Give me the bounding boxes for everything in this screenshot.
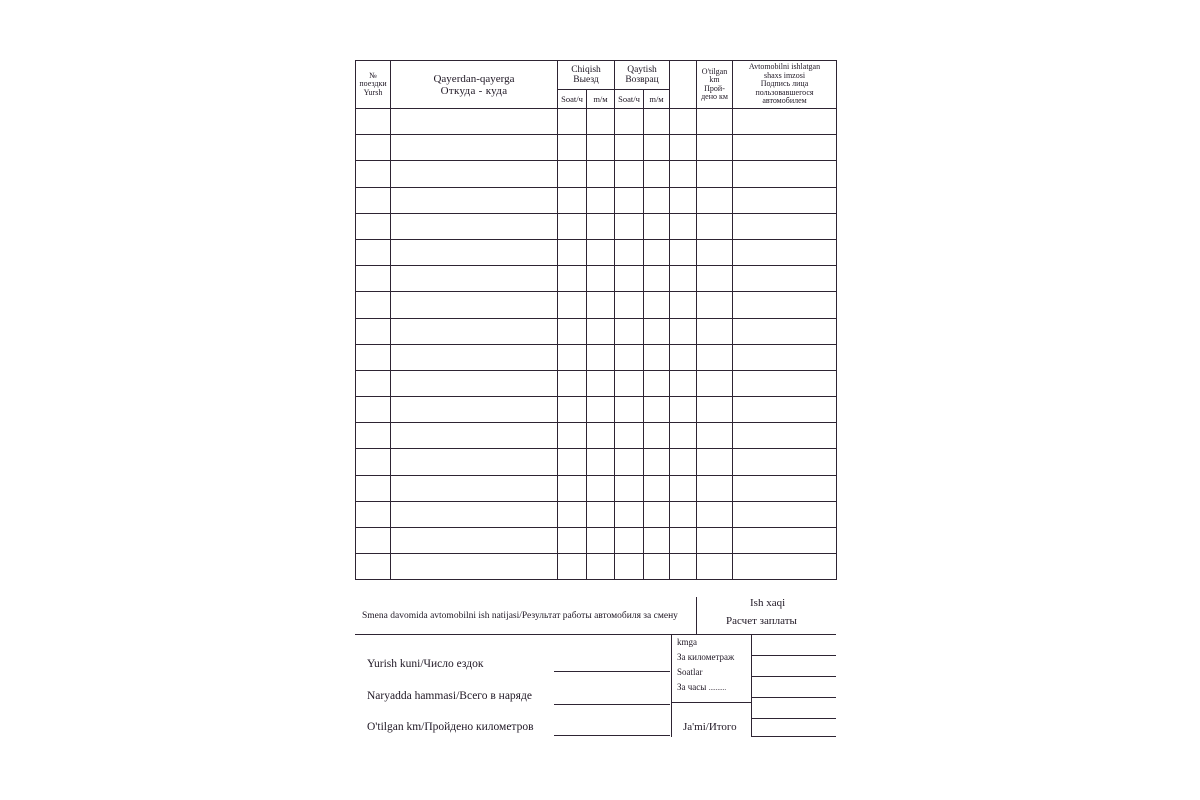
trip-log-cell[interactable] [644,239,670,265]
trip-log-cell[interactable] [558,423,587,449]
trip-log-row [356,370,837,396]
trip-log-cell[interactable] [644,109,670,135]
trip-log-cell[interactable] [644,213,670,239]
waybill-form [355,60,836,740]
trip-log-cell[interactable] [670,501,697,527]
trip-log-cell[interactable] [558,239,587,265]
departure-hour-header: Soat/ч [558,90,587,109]
trip-log-cell[interactable] [356,318,391,344]
trip-log-cell[interactable] [644,528,670,554]
trip-log-cell[interactable] [356,292,391,318]
trip-log-cell[interactable] [615,135,644,161]
trip-log-cell[interactable] [558,501,587,527]
trip-log-cell[interactable] [356,161,391,187]
trip-log-cell[interactable] [670,292,697,318]
trip-log-cell[interactable] [697,266,733,292]
trip-log-cell[interactable] [615,528,644,554]
trip-log-cell[interactable] [670,187,697,213]
trip-log-row [356,423,837,449]
trip-log-cell[interactable] [391,109,558,135]
trip-log-cell[interactable] [587,187,615,213]
trip-log-cell[interactable] [558,292,587,318]
trip-log-cell[interactable] [670,344,697,370]
trip-log-cell[interactable] [587,370,615,396]
trip-log-row [356,187,837,213]
trip-log-cell[interactable] [356,239,391,265]
trip-log-cell[interactable] [644,187,670,213]
trip-log-cell[interactable] [356,554,391,580]
trip-log-cell[interactable] [587,135,615,161]
trip-log-cell[interactable] [356,213,391,239]
trip-log-cell[interactable] [733,528,837,554]
trip-log-cell[interactable] [733,318,837,344]
return-header: Qaytish Возврац [615,61,670,90]
trip-log-cell[interactable] [391,213,558,239]
trip-log-cell[interactable] [558,318,587,344]
trip-log-cell[interactable] [615,344,644,370]
trip-log-cell[interactable] [670,161,697,187]
route-header: Qayerdan-qayerga Откуда - куда [391,61,558,109]
km-header: O'tilgan km Прой- дено км [697,61,733,109]
trip-log-cell[interactable] [391,397,558,423]
trip-log-cell[interactable] [697,423,733,449]
trip-log-cell[interactable] [697,292,733,318]
trip-log-cell[interactable] [644,370,670,396]
trip-log-cell[interactable] [697,397,733,423]
trip-log-row [356,135,837,161]
trip-log-cell[interactable] [587,501,615,527]
trip-log-cell[interactable] [615,266,644,292]
trip-log-cell[interactable] [733,554,837,580]
trip-log-cell[interactable] [587,266,615,292]
trip-log-cell[interactable] [587,528,615,554]
trip-log-cell[interactable] [391,501,558,527]
trip-log-cell[interactable] [733,344,837,370]
trip-log-cell[interactable] [391,475,558,501]
trip-log-cell[interactable] [391,239,558,265]
trip-log-cell[interactable] [670,475,697,501]
departure-header: Chiqish Выезд [558,61,615,90]
trip-log-row [356,344,837,370]
trip-log-cell[interactable] [391,370,558,396]
trip-log-cell[interactable] [558,135,587,161]
trip-log-cell[interactable] [670,370,697,396]
trip-log-cell[interactable] [356,528,391,554]
trip-log-cell[interactable] [733,109,837,135]
trip-log-cell[interactable] [391,528,558,554]
trip-log-cell[interactable] [391,344,558,370]
trip-log-row [356,266,837,292]
trip-log-cell[interactable] [356,423,391,449]
trip-log-cell[interactable] [391,292,558,318]
trip-log-cell[interactable] [356,266,391,292]
trip-log-cell[interactable] [615,109,644,135]
trip-log-cell[interactable] [587,423,615,449]
trip-log-cell[interactable] [697,161,733,187]
trip-log-row [356,239,837,265]
trip-log-cell[interactable] [644,501,670,527]
trip-log-cell[interactable] [615,213,644,239]
trip-log-cell[interactable] [733,161,837,187]
trip-log-cell[interactable] [697,501,733,527]
trip-log-cell[interactable] [558,449,587,475]
trip-log-cell[interactable] [644,161,670,187]
trip-log-cell[interactable] [615,187,644,213]
trip-log-cell[interactable] [733,397,837,423]
trip-log-cell[interactable] [587,213,615,239]
trip-log-cell[interactable] [644,318,670,344]
trip-log-row [356,292,837,318]
trip-log-row [356,213,837,239]
trip-log-cell[interactable] [670,397,697,423]
trip-log-cell[interactable] [670,528,697,554]
trip-log-cell[interactable] [391,187,558,213]
trip-log-cell[interactable] [391,135,558,161]
trip-log-cell[interactable] [356,370,391,396]
trip-log-cell[interactable] [615,239,644,265]
trip-log-cell[interactable] [615,370,644,396]
trip-log-cell[interactable] [587,475,615,501]
trip-log-cell[interactable] [670,449,697,475]
trip-log-cell[interactable] [615,554,644,580]
trip-log-cell[interactable] [587,344,615,370]
trip-log-cell[interactable] [670,239,697,265]
trip-log-cell[interactable] [558,528,587,554]
trip-log-row [356,501,837,527]
trip-log-row [356,318,837,344]
trip-log-cell[interactable] [356,187,391,213]
trip-log-cell[interactable] [697,554,733,580]
trip-log-cell[interactable] [356,397,391,423]
trip-log-cell[interactable] [558,213,587,239]
trip-log-cell[interactable] [558,187,587,213]
trips-count-label: Yurish kuni/Число ездок [367,658,484,670]
trip-log-cell[interactable] [391,449,558,475]
trip-log-cell[interactable] [391,554,558,580]
trip-log-cell[interactable] [356,501,391,527]
trip-log-body [356,109,837,580]
trip-log-cell[interactable] [391,266,558,292]
trip-log-cell[interactable] [615,423,644,449]
trip-log-row [356,554,837,580]
departure-minute-header: m/м [587,90,615,109]
trip-log-cell[interactable] [697,449,733,475]
grand-total-label: Ja'mi/Итого [683,721,737,733]
trip-log-cell[interactable] [587,109,615,135]
trip-log-cell[interactable] [558,475,587,501]
trip-log-cell[interactable] [558,344,587,370]
trip-log-cell[interactable] [697,318,733,344]
trip-log-cell[interactable] [697,109,733,135]
km-traveled-label: O'tilgan km/Пройдено километров [367,721,534,733]
trip-log-cell[interactable] [733,423,837,449]
pay-ru-label: Расчет заплаты [726,615,797,627]
total-in-order-label: Naryadda hammasi/Всего в наряде [367,690,532,702]
trip-log-cell[interactable] [670,318,697,344]
trip-log-cell[interactable] [697,187,733,213]
trip-log-cell[interactable] [587,397,615,423]
trip-log-cell[interactable] [733,239,837,265]
signature-header: Avtomobilni ishlatgan shaxs imzosi Подпись лица пользовавшегося автомобилем [733,61,837,109]
shift-result-label: Smena davomida avtomobilni ish natijasi/Результат работы автомобиля за смену [362,611,678,621]
trip-log-cell[interactable] [356,344,391,370]
trip-log-cell[interactable] [615,475,644,501]
per-hour-ru-label: За часы .......... [677,682,727,692]
trip-log-cell[interactable] [697,239,733,265]
trip-log-cell[interactable] [644,554,670,580]
trip-log-cell[interactable] [733,475,837,501]
trip-log-cell[interactable] [733,135,837,161]
return-minute-header: m/м [644,90,670,109]
per-km-uz-label: kmga [677,637,697,647]
trip-log-cell[interactable] [615,161,644,187]
trip-log-cell[interactable] [558,397,587,423]
trip-log-cell[interactable] [558,370,587,396]
trip-log-cell[interactable] [615,292,644,318]
trip-log-cell[interactable] [356,109,391,135]
trip-log-cell[interactable] [670,109,697,135]
trip-log-cell[interactable] [644,135,670,161]
trip-log-cell[interactable] [670,423,697,449]
trip-log-cell[interactable] [697,135,733,161]
trip-log-cell[interactable] [733,501,837,527]
trip-log-cell[interactable] [587,554,615,580]
trip-log-cell[interactable] [644,344,670,370]
trip-log-row [356,475,837,501]
trip-number-header: № поездки Yursh [356,61,391,109]
per-hour-uz-label: Soatlar [677,667,703,677]
trip-log-cell[interactable] [558,109,587,135]
trip-log-cell[interactable] [644,266,670,292]
shift-summary [355,597,836,740]
trip-log-cell[interactable] [697,528,733,554]
trip-log-cell[interactable] [733,213,837,239]
trip-log-cell[interactable] [391,318,558,344]
trip-log-cell[interactable] [697,475,733,501]
trip-log-cell[interactable] [733,370,837,396]
per-km-ru-label: За километраж [677,652,735,662]
trip-log-cell[interactable] [615,397,644,423]
trip-log-cell[interactable] [733,292,837,318]
trip-log-cell[interactable] [670,554,697,580]
trip-log-cell[interactable] [670,213,697,239]
trip-log-cell[interactable] [587,292,615,318]
trip-log-cell[interactable] [644,449,670,475]
trip-log-cell[interactable] [558,266,587,292]
trip-log-cell[interactable] [587,449,615,475]
trip-log-cell[interactable] [697,344,733,370]
trip-log-cell[interactable] [391,423,558,449]
trip-log-cell[interactable] [644,292,670,318]
blank-header [670,61,697,109]
trip-log-row [356,109,837,135]
trip-log-cell[interactable] [356,449,391,475]
trip-log-cell[interactable] [670,135,697,161]
per-hour-dots: .......... [708,684,727,692]
trip-log-row [356,397,837,423]
trip-log-cell[interactable] [587,318,615,344]
trip-log-cell[interactable] [644,475,670,501]
trip-log-cell[interactable] [733,266,837,292]
pay-uz-label: Ish xaqi [750,597,786,609]
trip-log-cell[interactable] [356,475,391,501]
trip-log-cell[interactable] [615,501,644,527]
trip-log-cell[interactable] [558,161,587,187]
trip-log-cell[interactable] [558,554,587,580]
trip-log-cell[interactable] [615,449,644,475]
trip-log-row [356,161,837,187]
trip-log-cell[interactable] [670,266,697,292]
trip-log-table [355,60,837,580]
trip-log-row [356,528,837,554]
trip-log-cell[interactable] [697,370,733,396]
trip-log-cell[interactable] [391,161,558,187]
trip-log-cell[interactable] [356,135,391,161]
trip-log-cell[interactable] [644,423,670,449]
trip-log-cell[interactable] [697,213,733,239]
trip-log-cell[interactable] [587,161,615,187]
trip-log-row [356,449,837,475]
trip-log-cell[interactable] [615,318,644,344]
trip-log-cell[interactable] [733,187,837,213]
trip-log-cell[interactable] [587,239,615,265]
trip-log-cell[interactable] [644,397,670,423]
trip-log-cell[interactable] [733,449,837,475]
return-hour-header: Soat/ч [615,90,644,109]
